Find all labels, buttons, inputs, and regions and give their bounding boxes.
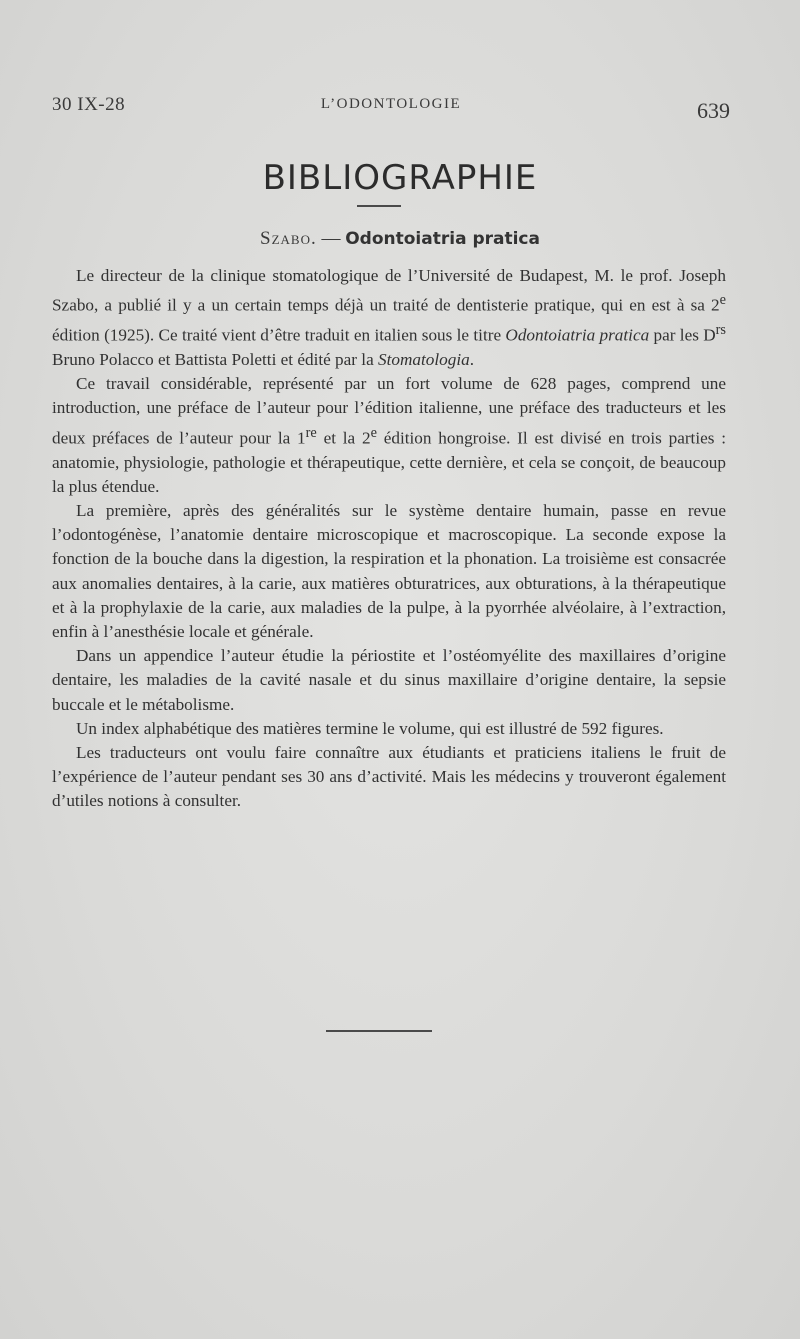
paragraph-1-text-c: par les D (649, 325, 716, 345)
italic-publisher: Stomatologia (378, 350, 470, 370)
superscript-doctors: rs (715, 322, 726, 339)
paragraph-1-text-b: édition (1925). Ce traité vient d’être traduit en italien sous le titre (52, 325, 506, 345)
paragraph-6: Les traducteurs ont voulu faire connaître aux étudiants et praticiens italiens le fruit de l’expérience de l’auteur pendant ses 30 ans d’activité. Mais les médecins y trouveront également d’utiles notions à consulter. (52, 743, 726, 811)
paragraph-1-text-e: . (469, 350, 474, 370)
italic-book-title: Odontoiatria pratica (505, 325, 650, 345)
running-header (52, 94, 730, 124)
title-divider (357, 205, 401, 207)
paragraph-1-text-d: Bruno Polacco et Battista Poletti et édité par la (52, 350, 379, 370)
paragraph-4: Dans un appendice l’auteur étudie la périostite et l’ostéomyélite des maxillaires d’origine dentaire, les maladies de la cavité nasale et du sinus maxillaire d’origine dentaire, la sepsie buccale et le métabolisme. (52, 646, 726, 714)
paragraph-2-text-b: et la 2 (316, 428, 371, 448)
issue-date: 30 IX-28 (52, 94, 126, 115)
end-divider (326, 1030, 432, 1032)
review-body (52, 264, 726, 814)
review-work-title: Odontoiatria pratica (345, 229, 540, 249)
journal-name: L’ODONTOLOGIE (320, 96, 462, 112)
paragraph-2 (52, 372, 726, 499)
paragraph-1-text-a: Le directeur de la clinique stomatologique de l’Université de Budapest, M. le prof. Joseph Szabo, a publié il y a un certain temps déjà un traité de dentisterie pratique, qui en est à sa 2 (52, 266, 726, 315)
review-author: Szabo. (260, 228, 317, 249)
superscript-edition: e (719, 292, 726, 309)
superscript-second: e (370, 424, 377, 441)
page-number: 639 (697, 98, 730, 123)
review-heading (0, 228, 800, 250)
section-title: BIBLIOGRAPHIE (262, 158, 538, 198)
paragraph-3: La première, après des généralités sur le système dentaire humain, passe en revue l’odontogénèse, l’anatomie dentaire microscopique et macroscopique. La seconde expose la fonction de la bouche dans la digestion, la respiration et la phonation. La troisième est consacrée aux anomalies dentaires, à la carie, aux matières obturatrices, aux obturations, à la thérapeutique et à la prophylaxie de la carie, aux maladies de la pulpe, à la pyorrhée alvéolaire, à l’extraction, enfin à l’anesthésie locale et générale. (52, 501, 726, 642)
paragraph-2-text-c: édition hongroise. Il est divisé en trois parties : anatomie, physiologie, pathologie et thérapeutique, cette dernière, et cela se conçoit, de beaucoup la plus étendue. (52, 428, 726, 496)
paragraph-5: Un index alphabétique des matières termine le volume, qui est illustré de 592 figures. (76, 718, 664, 738)
superscript-first: re (305, 424, 317, 441)
review-separator: — (321, 228, 341, 249)
paragraph-1 (52, 264, 726, 372)
paragraph-2-text-a: Ce travail considérable, représenté par un fort volume de 628 pages, comprend une introduction, une préface de l’auteur pour l’édition italienne, une préface des traducteurs et les deux préfaces de l’auteur pour la 1 (52, 374, 726, 448)
